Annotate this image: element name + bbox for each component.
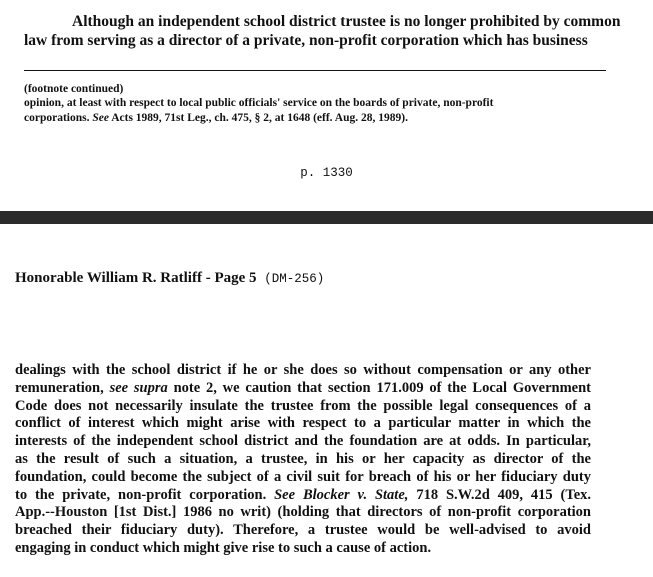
body-text-line: Although an independent school district trustee is no longer prohibited by common [72, 13, 621, 30]
paragraph-line: Code does not necessarily insulate the trustee from the possible legal consequences of a [15, 397, 591, 414]
footnote-text-line [24, 111, 408, 125]
case-citation: See Blocker v. State, [274, 486, 409, 503]
letter-header [15, 270, 324, 287]
previous-page-section [0, 0, 653, 210]
body-paragraph [15, 362, 591, 558]
footnote-see: See [92, 112, 109, 124]
see-supra: see supra [109, 379, 168, 396]
paragraph-line: conflict of interest which might arise with respect to a particular matter in which the [15, 415, 591, 432]
paragraph-line: dealings with the school district if he or she does so without compensation or any other [15, 362, 591, 378]
footnote-text-line: opinion, at least with respect to local public officials' service on the boards of private, non-profit [24, 97, 494, 109]
footnote-divider [24, 70, 606, 71]
page-divider-bar [0, 211, 653, 224]
footnote-text: corporations. [24, 112, 90, 124]
paragraph-line: to the private, non-profit corporation. See Blocker v. State, 718 S.W.2d 409, 415 (Tex. [15, 486, 592, 503]
page-number: p. 1330 [300, 166, 353, 180]
body-text-line: law from serving as a director of a private, non-profit corporation which has business [24, 32, 588, 49]
paragraph-line: foundation, could become the subject of a civil suit for breach of his or her fiduciary duty [15, 468, 591, 485]
footnote-citation: Acts 1989, 71st Leg., ch. 475, § 2, at 1648 (eff. Aug. 28, 1989). [111, 112, 408, 124]
paragraph-line: breached their fiduciary duty). Therefore, a trustee would be well-advised to avoid [15, 522, 591, 539]
opinion-code: (DM-256) [264, 272, 325, 286]
paragraph-line: engaging in conduct which might give rise to such a cause of action. [15, 539, 432, 556]
paragraph-line: remuneration, see supra note 2, we caution that section 171.009 of the Local Government [15, 379, 592, 396]
paragraph-line: as the result of such a situation, a trustee, in his or her capacity as director of the [15, 450, 591, 467]
header-title: Honorable William R. Ratliff - Page 5 [15, 270, 257, 286]
paragraph-line: interests of the independent school district and the foundation are at odds. In particular, [15, 433, 591, 450]
footnote-label: (footnote continued) [24, 83, 124, 95]
paragraph-line: App.--Houston [1st Dist.] 1986 no writ) (holding that directors of non-profit corporation [15, 504, 591, 521]
